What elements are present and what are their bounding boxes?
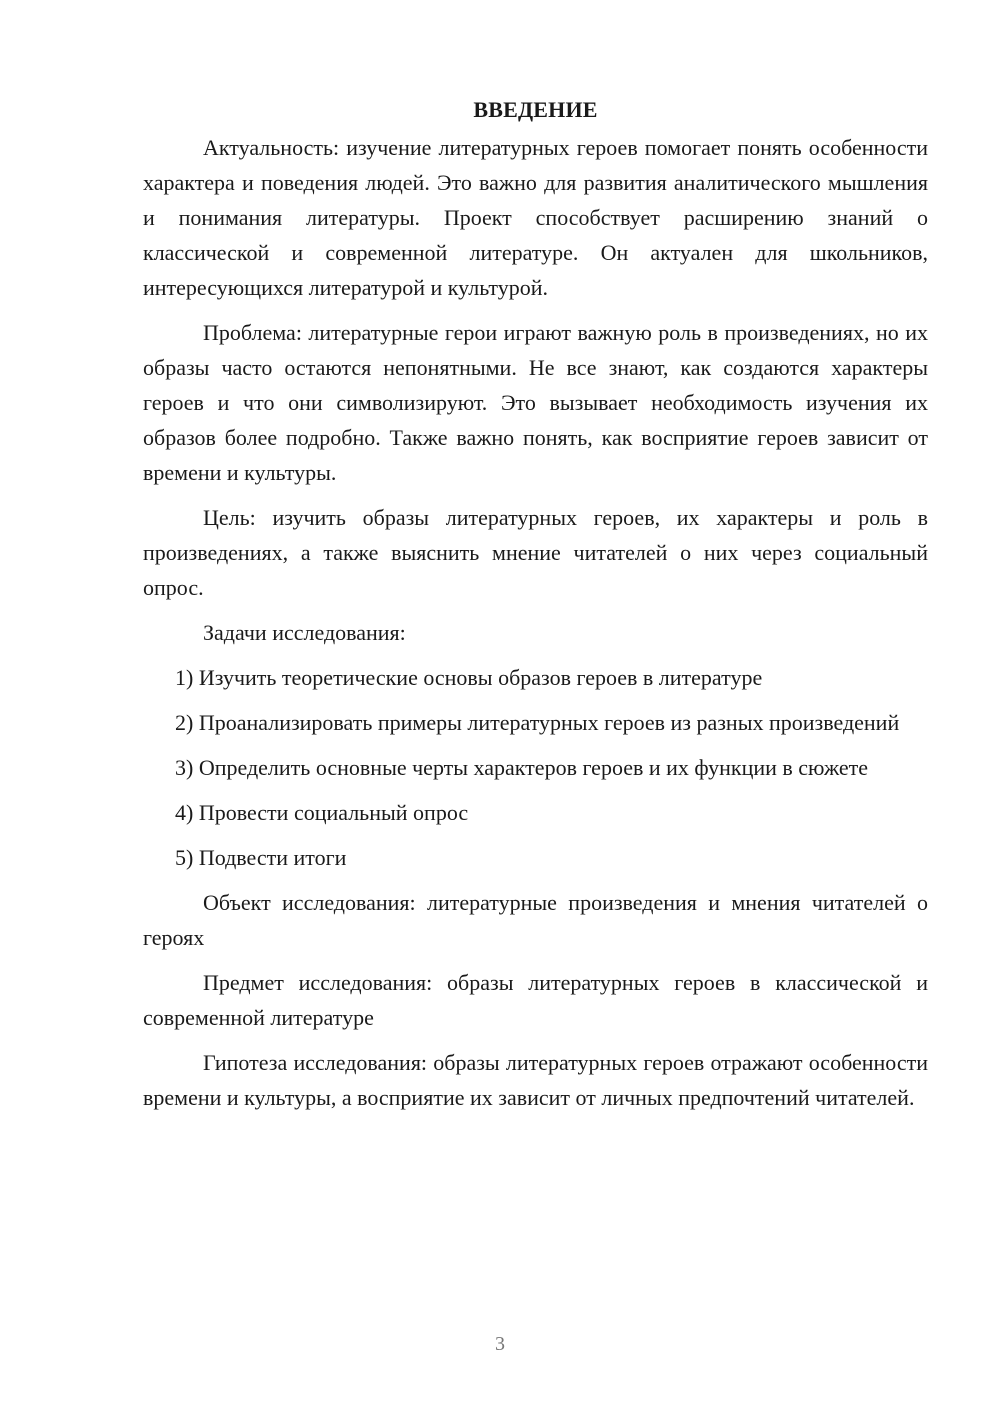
task-item-4: 4) Провести социальный опрос: [175, 800, 469, 825]
paragraph-goal: Цель: изучить образы литературных героев, их характеры и роль в произведениях, а также выяснить мнение читателей о них через социальный опрос.: [143, 505, 928, 600]
task-item-3: 3) Определить основные черты характеров героев и их функции в сюжете: [175, 755, 868, 780]
task-item-1: 1) Изучить теоретические основы образов героев в литературе: [175, 665, 763, 690]
paragraph-relevance: Актуальность: изучение литературных героев помогает понять особенности характера и поведения людей. Это важно для развития аналитического мышления и понимания литературы. Проект способствует расширению знаний о классической и современной литературе. Он актуален для школьников, интересующихся литературой и культурой.: [143, 135, 928, 300]
task-item-2: 2) Проанализировать примеры литературных героев из разных произведений: [175, 710, 900, 735]
paragraph-subject: Предмет исследования: образы литературных героев в классической и современной литературе: [143, 970, 928, 1030]
paragraph-problem: Проблема: литературные герои играют важную роль в произведениях, но их образы часто остаются непонятными. Не все знают, как создаются характеры героев и что они символизируют. Это вызывает необходимость изучения их образов более подробно. Также важно понять, как восприятие героев зависит от времени и культуры.: [143, 320, 928, 485]
page-number: 3: [495, 1333, 505, 1355]
task-item-5: 5) Подвести итоги: [175, 845, 347, 870]
paragraph-tasks-heading: Задачи исследования:: [203, 620, 406, 645]
document-page: [143, 92, 928, 1125]
page-title: ВВЕДЕНИЕ: [473, 97, 598, 122]
paragraph-hypothesis: Гипотеза исследования: образы литературных героев отражают особенности времени и культуры, а восприятие их зависит от личных предпочтений читателей.: [143, 1050, 928, 1110]
paragraph-object: Объект исследования: литературные произведения и мнения читателей о героях: [143, 890, 928, 950]
